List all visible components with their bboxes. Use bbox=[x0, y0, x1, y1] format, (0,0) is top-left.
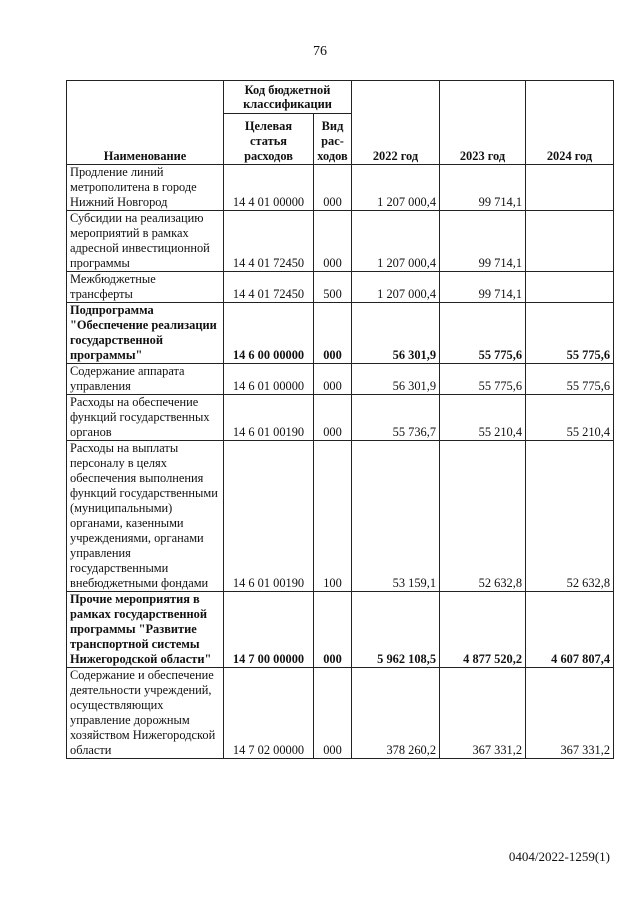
table-row bbox=[67, 592, 614, 668]
row-target: 14 4 01 72450 bbox=[224, 272, 314, 303]
row-type: 500 bbox=[314, 272, 352, 303]
row-2022: 53 159,1 bbox=[352, 441, 440, 592]
row-type: 000 bbox=[314, 303, 352, 364]
row-2023: 99 714,1 bbox=[440, 272, 526, 303]
row-2023: 55 775,6 bbox=[440, 364, 526, 395]
row-target: 14 6 01 00190 bbox=[224, 395, 314, 441]
row-name: Расходы на выплаты персоналу в целях обеспечения выполнения функций государственными (муниципальными) органами, казенными учреждениями, органами управления государственными внебюджетными фондами bbox=[67, 441, 224, 592]
table-row bbox=[67, 441, 614, 592]
header-2023: 2023 год bbox=[440, 81, 526, 165]
row-type: 000 bbox=[314, 395, 352, 441]
row-2024: 55 775,6 bbox=[526, 303, 614, 364]
row-type: 100 bbox=[314, 441, 352, 592]
header-row bbox=[67, 81, 614, 114]
row-2023: 55 775,6 bbox=[440, 303, 526, 364]
row-2024: 55 210,4 bbox=[526, 395, 614, 441]
row-2024 bbox=[526, 165, 614, 211]
header-2022: 2022 год bbox=[352, 81, 440, 165]
row-2024: 4 607 807,4 bbox=[526, 592, 614, 668]
row-2023: 4 877 520,2 bbox=[440, 592, 526, 668]
row-name: Межбюджетные трансферты bbox=[67, 272, 224, 303]
row-2024: 55 775,6 bbox=[526, 364, 614, 395]
row-type: 000 bbox=[314, 364, 352, 395]
row-2022: 1 207 000,4 bbox=[352, 211, 440, 272]
row-target: 14 7 02 00000 bbox=[224, 668, 314, 759]
table-row bbox=[67, 395, 614, 441]
row-target: 14 6 01 00190 bbox=[224, 441, 314, 592]
row-name: Расходы на обеспечение функций государственных органов bbox=[67, 395, 224, 441]
page-number: 76 bbox=[313, 44, 327, 59]
row-2023: 99 714,1 bbox=[440, 165, 526, 211]
row-type: 000 bbox=[314, 211, 352, 272]
row-name: Содержание аппарата управления bbox=[67, 364, 224, 395]
table-row bbox=[67, 165, 614, 211]
row-name: Прочие мероприятия в рамках государственной программы "Развитие транспортной системы Нижегородской области" bbox=[67, 592, 224, 668]
row-target: 14 4 01 72450 bbox=[224, 211, 314, 272]
header-code-group: Код бюджетной классификации bbox=[224, 81, 352, 114]
header-target-article: Целевая статья расходов bbox=[224, 114, 314, 165]
table-row bbox=[67, 211, 614, 272]
row-2024 bbox=[526, 211, 614, 272]
row-target: 14 6 01 00000 bbox=[224, 364, 314, 395]
row-2022: 378 260,2 bbox=[352, 668, 440, 759]
header-name: Наименование bbox=[67, 81, 224, 165]
table-row bbox=[67, 668, 614, 759]
row-2022: 56 301,9 bbox=[352, 364, 440, 395]
table-row bbox=[67, 364, 614, 395]
row-2023: 99 714,1 bbox=[440, 211, 526, 272]
row-2024: 52 632,8 bbox=[526, 441, 614, 592]
row-2024 bbox=[526, 272, 614, 303]
header-expense-type: Вид рас-ходов bbox=[314, 114, 352, 165]
row-type: 000 bbox=[314, 668, 352, 759]
row-2022: 1 207 000,4 bbox=[352, 272, 440, 303]
row-type: 000 bbox=[314, 592, 352, 668]
row-2022: 55 736,7 bbox=[352, 395, 440, 441]
row-target: 14 4 01 00000 bbox=[224, 165, 314, 211]
row-2024: 367 331,2 bbox=[526, 668, 614, 759]
row-name: Подпрограмма "Обеспечение реализации государственной программы" bbox=[67, 303, 224, 364]
row-2022: 1 207 000,4 bbox=[352, 165, 440, 211]
document-code: 0404/2022-1259(1) bbox=[508, 849, 610, 864]
table-row bbox=[67, 303, 614, 364]
row-name: Субсидии на реализацию мероприятий в рамках адресной инвестиционной программы bbox=[67, 211, 224, 272]
row-name: Содержание и обеспечение деятельности учреждений, осуществляющих управление дорожным хозяйством Нижегородской области bbox=[67, 668, 224, 759]
row-target: 14 6 00 00000 bbox=[224, 303, 314, 364]
row-name: Продление линий метрополитена в городе Нижний Новгород bbox=[67, 165, 224, 211]
budget-table bbox=[66, 80, 614, 759]
table-row bbox=[67, 272, 614, 303]
row-type: 000 bbox=[314, 165, 352, 211]
row-target: 14 7 00 00000 bbox=[224, 592, 314, 668]
header-2024: 2024 год bbox=[526, 81, 614, 165]
row-2023: 367 331,2 bbox=[440, 668, 526, 759]
row-2022: 56 301,9 bbox=[352, 303, 440, 364]
row-2022: 5 962 108,5 bbox=[352, 592, 440, 668]
row-2023: 55 210,4 bbox=[440, 395, 526, 441]
row-2023: 52 632,8 bbox=[440, 441, 526, 592]
